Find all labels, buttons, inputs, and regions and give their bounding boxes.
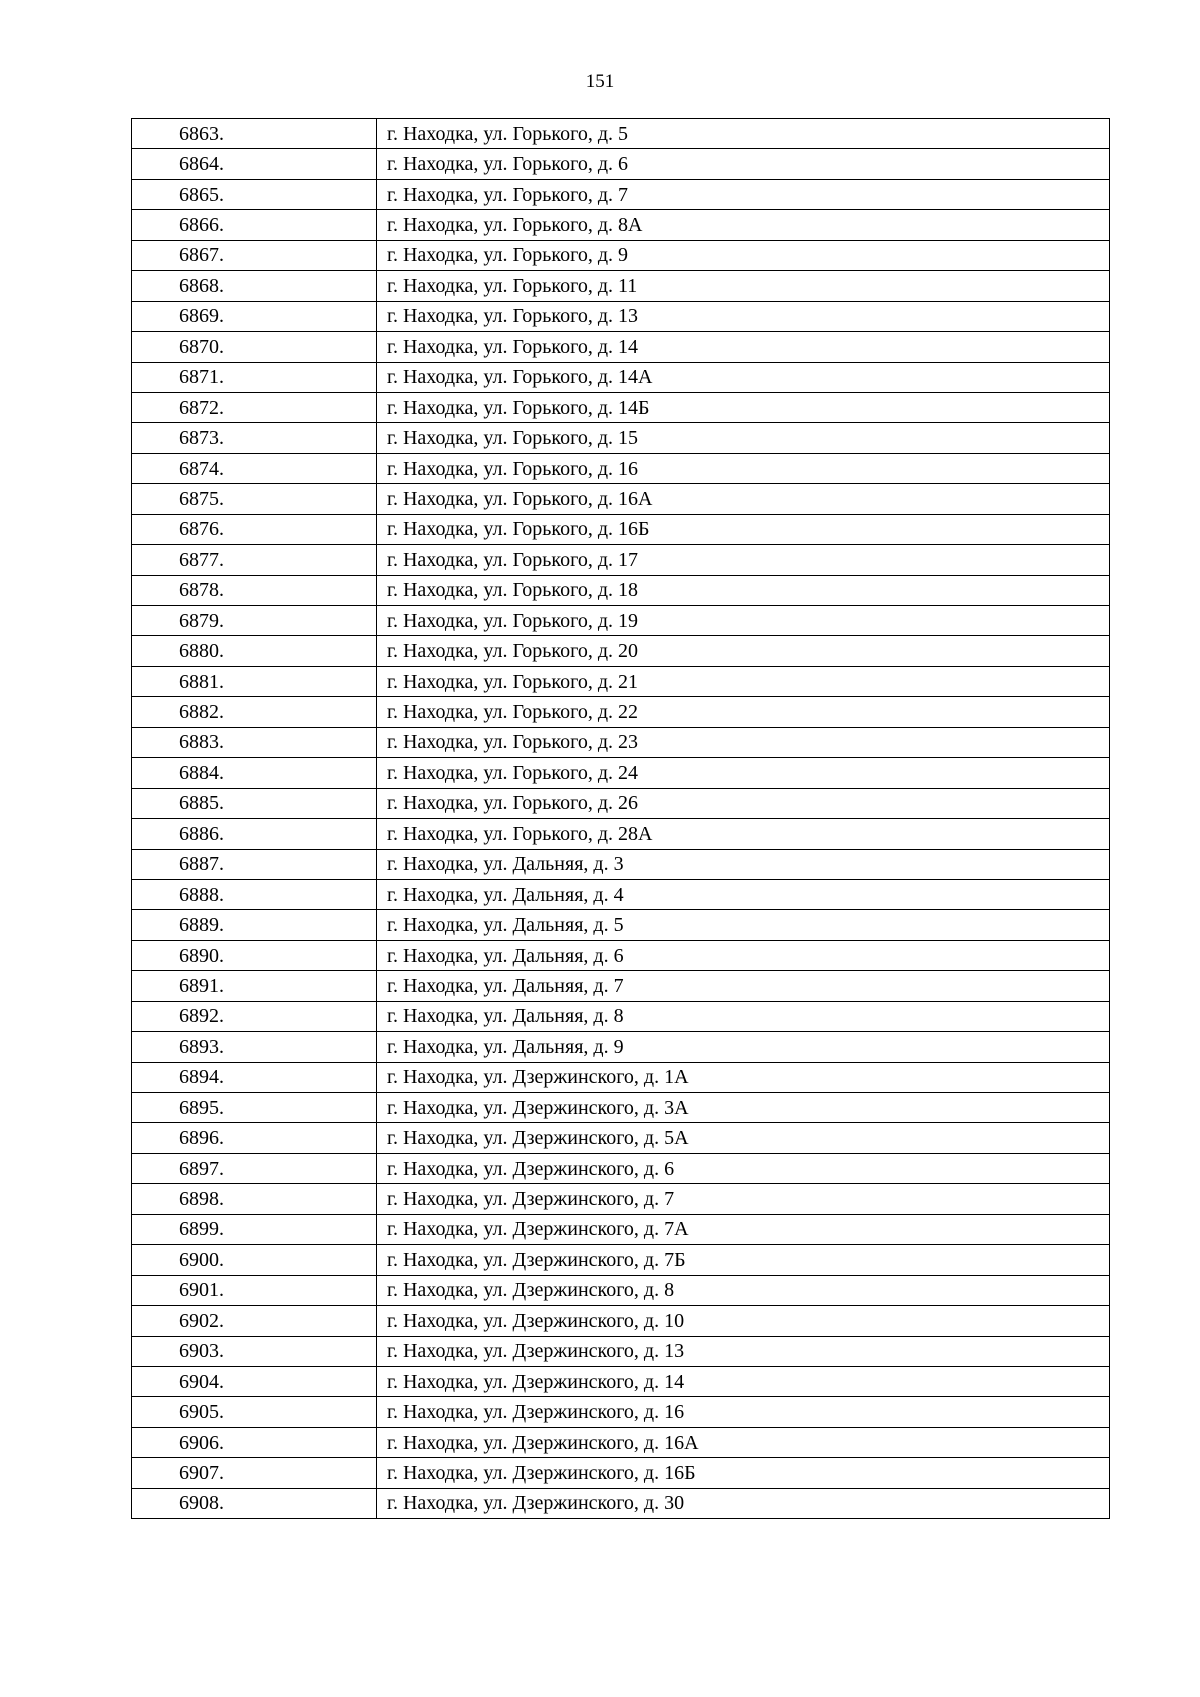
row-address: г. Находка, ул. Горького, д. 16А <box>377 484 1110 514</box>
table-row <box>132 1306 1110 1336</box>
row-number: 6883. <box>132 727 377 757</box>
row-number: 6895. <box>132 1093 377 1123</box>
row-number: 6865. <box>132 179 377 209</box>
row-number: 6906. <box>132 1427 377 1457</box>
row-address: г. Находка, ул. Дальняя, д. 7 <box>377 971 1110 1001</box>
table-row <box>132 514 1110 544</box>
row-address: г. Находка, ул. Дзержинского, д. 16Б <box>377 1458 1110 1488</box>
row-number: 6886. <box>132 819 377 849</box>
row-number: 6869. <box>132 301 377 331</box>
row-number: 6889. <box>132 910 377 940</box>
row-number: 6878. <box>132 575 377 605</box>
row-number: 6893. <box>132 1032 377 1062</box>
row-address: г. Находка, ул. Дзержинского, д. 8 <box>377 1275 1110 1305</box>
table-row <box>132 240 1110 270</box>
table-row <box>132 849 1110 879</box>
row-number: 6866. <box>132 210 377 240</box>
table-row <box>132 758 1110 788</box>
row-address: г. Находка, ул. Дальняя, д. 8 <box>377 1001 1110 1031</box>
row-number: 6892. <box>132 1001 377 1031</box>
row-number: 6882. <box>132 697 377 727</box>
table-row <box>132 1458 1110 1488</box>
row-address: г. Находка, ул. Горького, д. 22 <box>377 697 1110 727</box>
table-row <box>132 727 1110 757</box>
row-address: г. Находка, ул. Горького, д. 21 <box>377 666 1110 696</box>
row-number: 6870. <box>132 332 377 362</box>
row-number: 6868. <box>132 271 377 301</box>
table-row <box>132 666 1110 696</box>
table-row <box>132 545 1110 575</box>
table-row <box>132 453 1110 483</box>
table-row <box>132 179 1110 209</box>
row-address: г. Находка, ул. Горького, д. 9 <box>377 240 1110 270</box>
table-row <box>132 1032 1110 1062</box>
row-address: г. Находка, ул. Горького, д. 14 <box>377 332 1110 362</box>
table-row <box>132 940 1110 970</box>
row-number: 6903. <box>132 1336 377 1366</box>
row-number: 6904. <box>132 1366 377 1396</box>
row-number: 6867. <box>132 240 377 270</box>
row-address: г. Находка, ул. Дальняя, д. 5 <box>377 910 1110 940</box>
row-address: г. Находка, ул. Горького, д. 26 <box>377 788 1110 818</box>
row-number: 6876. <box>132 514 377 544</box>
row-address: г. Находка, ул. Дальняя, д. 9 <box>377 1032 1110 1062</box>
row-address: г. Находка, ул. Дзержинского, д. 14 <box>377 1366 1110 1396</box>
table-row <box>132 1093 1110 1123</box>
row-address: г. Находка, ул. Горького, д. 5 <box>377 119 1110 149</box>
address-table <box>131 118 1110 1519</box>
table-row <box>132 149 1110 179</box>
row-address: г. Находка, ул. Дзержинского, д. 6 <box>377 1153 1110 1183</box>
table-row <box>132 971 1110 1001</box>
row-number: 6897. <box>132 1153 377 1183</box>
row-address: г. Находка, ул. Дзержинского, д. 30 <box>377 1488 1110 1518</box>
table-row <box>132 1366 1110 1396</box>
table-row <box>132 575 1110 605</box>
row-number: 6885. <box>132 788 377 818</box>
row-number: 6888. <box>132 879 377 909</box>
row-address: г. Находка, ул. Горького, д. 24 <box>377 758 1110 788</box>
row-number: 6884. <box>132 758 377 788</box>
table-row <box>132 1427 1110 1457</box>
table-row <box>132 819 1110 849</box>
table-row <box>132 1062 1110 1092</box>
table-row <box>132 606 1110 636</box>
row-number: 6901. <box>132 1275 377 1305</box>
table-row <box>132 1153 1110 1183</box>
row-number: 6877. <box>132 545 377 575</box>
row-address: г. Находка, ул. Горького, д. 7 <box>377 179 1110 209</box>
row-address: г. Находка, ул. Дзержинского, д. 7 <box>377 1184 1110 1214</box>
table-row <box>132 1397 1110 1427</box>
row-number: 6905. <box>132 1397 377 1427</box>
table-row <box>132 271 1110 301</box>
row-number: 6873. <box>132 423 377 453</box>
row-number: 6881. <box>132 666 377 696</box>
row-address: г. Находка, ул. Дзержинского, д. 16 <box>377 1397 1110 1427</box>
address-table-body <box>132 119 1110 1519</box>
row-address: г. Находка, ул. Дзержинского, д. 3А <box>377 1093 1110 1123</box>
row-address: г. Находка, ул. Дзержинского, д. 16А <box>377 1427 1110 1457</box>
row-address: г. Находка, ул. Горького, д. 23 <box>377 727 1110 757</box>
row-address: г. Находка, ул. Горького, д. 11 <box>377 271 1110 301</box>
table-row <box>132 332 1110 362</box>
row-address: г. Находка, ул. Дзержинского, д. 1А <box>377 1062 1110 1092</box>
table-row <box>132 1184 1110 1214</box>
page-number: 151 <box>585 71 615 92</box>
table-row <box>132 788 1110 818</box>
table-row <box>132 392 1110 422</box>
row-number: 6887. <box>132 849 377 879</box>
row-address: г. Находка, ул. Дальняя, д. 6 <box>377 940 1110 970</box>
row-number: 6907. <box>132 1458 377 1488</box>
row-number: 6896. <box>132 1123 377 1153</box>
row-address: г. Находка, ул. Дзержинского, д. 7А <box>377 1214 1110 1244</box>
row-number: 6899. <box>132 1214 377 1244</box>
row-address: г. Находка, ул. Дальняя, д. 4 <box>377 879 1110 909</box>
table-row <box>132 119 1110 149</box>
row-address: г. Находка, ул. Дзержинского, д. 13 <box>377 1336 1110 1366</box>
table-row <box>132 423 1110 453</box>
table-row <box>132 1001 1110 1031</box>
row-address: г. Находка, ул. Горького, д. 16Б <box>377 514 1110 544</box>
table-row <box>132 1245 1110 1275</box>
row-address: г. Находка, ул. Горького, д. 6 <box>377 149 1110 179</box>
row-address: г. Находка, ул. Горького, д. 17 <box>377 545 1110 575</box>
row-address: г. Находка, ул. Горького, д. 13 <box>377 301 1110 331</box>
table-row <box>132 484 1110 514</box>
row-address: г. Находка, ул. Горького, д. 14А <box>377 362 1110 392</box>
row-number: 6891. <box>132 971 377 1001</box>
row-number: 6864. <box>132 149 377 179</box>
row-address: г. Находка, ул. Горького, д. 16 <box>377 453 1110 483</box>
row-address: г. Находка, ул. Горького, д. 15 <box>377 423 1110 453</box>
table-row <box>132 301 1110 331</box>
table-row <box>132 910 1110 940</box>
row-address: г. Находка, ул. Горького, д. 18 <box>377 575 1110 605</box>
row-number: 6900. <box>132 1245 377 1275</box>
table-row <box>132 636 1110 666</box>
table-row <box>132 1123 1110 1153</box>
row-number: 6890. <box>132 940 377 970</box>
row-number: 6874. <box>132 453 377 483</box>
table-row <box>132 697 1110 727</box>
row-number: 6863. <box>132 119 377 149</box>
row-address: г. Находка, ул. Дальняя, д. 3 <box>377 849 1110 879</box>
row-number: 6894. <box>132 1062 377 1092</box>
row-address: г. Находка, ул. Дзержинского, д. 5А <box>377 1123 1110 1153</box>
row-number: 6875. <box>132 484 377 514</box>
table-row <box>132 1488 1110 1518</box>
row-address: г. Находка, ул. Горького, д. 14Б <box>377 392 1110 422</box>
row-address: г. Находка, ул. Дзержинского, д. 7Б <box>377 1245 1110 1275</box>
table-row <box>132 879 1110 909</box>
row-address: г. Находка, ул. Горького, д. 28А <box>377 819 1110 849</box>
row-number: 6880. <box>132 636 377 666</box>
row-number: 6898. <box>132 1184 377 1214</box>
row-address: г. Находка, ул. Горького, д. 19 <box>377 606 1110 636</box>
row-number: 6872. <box>132 392 377 422</box>
row-number: 6871. <box>132 362 377 392</box>
table-row <box>132 210 1110 240</box>
row-address: г. Находка, ул. Дзержинского, д. 10 <box>377 1306 1110 1336</box>
row-number: 6902. <box>132 1306 377 1336</box>
row-number: 6879. <box>132 606 377 636</box>
row-address: г. Находка, ул. Горького, д. 8А <box>377 210 1110 240</box>
row-number: 6908. <box>132 1488 377 1518</box>
table-row <box>132 1336 1110 1366</box>
row-address: г. Находка, ул. Горького, д. 20 <box>377 636 1110 666</box>
table-row <box>132 1275 1110 1305</box>
table-row <box>132 362 1110 392</box>
table-row <box>132 1214 1110 1244</box>
